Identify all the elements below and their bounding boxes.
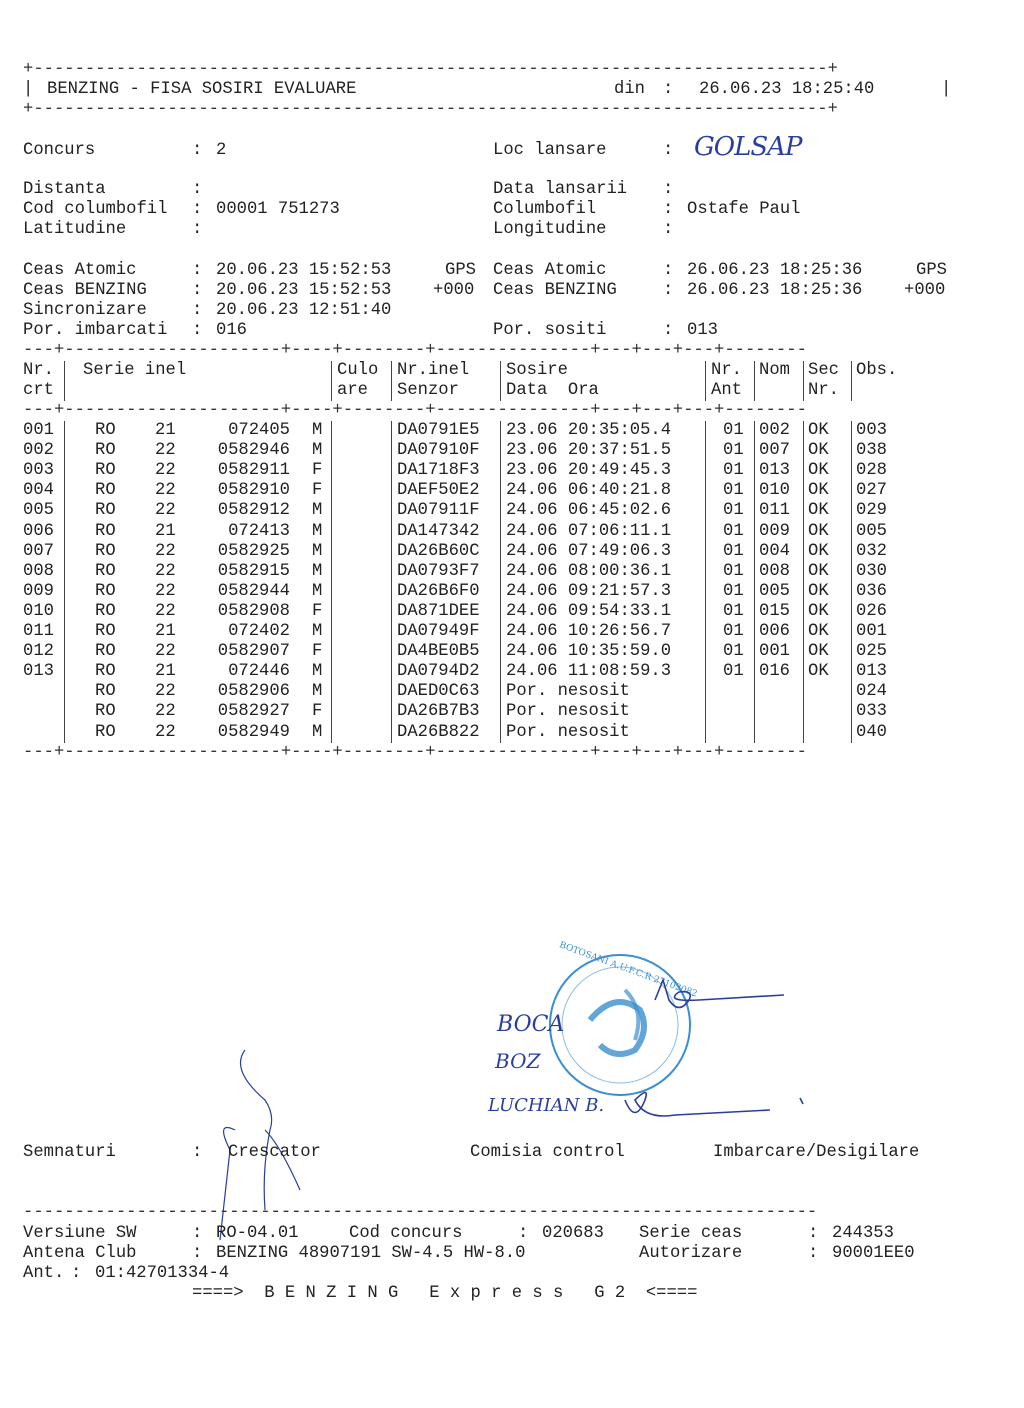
cell-ring-number: 0582907 <box>217 642 290 662</box>
cell-sensor: DA0794D2 <box>397 662 480 682</box>
cell-ring-number: 0582925 <box>217 541 290 561</box>
cell-sensor: DA26B822 <box>397 722 480 742</box>
col-header-culoare: Culo <box>337 361 379 380</box>
cell-year: 22 <box>155 642 176 662</box>
start-atomic-value: 20.06.23 15:52:53 <box>216 261 392 280</box>
table-header-rule: ---+---------------------+----+--------+---------------+---+---+---+-------- <box>23 401 807 420</box>
start-benzing-label: Ceas BENZING <box>23 281 147 300</box>
end-atomic-label: Ceas Atomic <box>493 261 607 280</box>
cell-sec: OK <box>808 581 829 601</box>
start-benzing-value: 20.06.23 15:52:53 <box>216 281 392 300</box>
cell-year: 22 <box>155 441 176 461</box>
column-divider <box>391 421 392 743</box>
separator-colon: : <box>663 281 674 300</box>
column-divider <box>64 421 65 743</box>
sw-version-value: RO-04.01 <box>216 1224 299 1243</box>
footer-rule: ----------------------------------------------------------------------------- <box>23 1203 818 1222</box>
arrived-value: 013 <box>687 321 718 340</box>
cell-country: RO <box>95 461 116 481</box>
separator-colon: : <box>663 200 674 219</box>
cell-ring-number: 0582915 <box>217 561 290 581</box>
cell-arrival: 24.06 10:35:59.0 <box>506 642 672 662</box>
cell-obs: 040 <box>856 722 887 742</box>
cell-sex: M <box>312 662 323 682</box>
col-header-sec-nr: Nr. <box>808 381 839 400</box>
cell-sec: OK <box>808 541 829 561</box>
cell-antenna: 01 <box>723 441 744 461</box>
autorizare-value: 90001EE0 <box>832 1244 915 1263</box>
cell-year: 22 <box>155 722 176 742</box>
cell-year: 22 <box>155 481 176 501</box>
cell-antenna: 01 <box>723 521 744 541</box>
distanta-label: Distanta <box>23 180 106 199</box>
cell-sensor: DA4BE0B5 <box>397 642 480 662</box>
cell-sex: F <box>312 481 323 501</box>
cell-nom: 005 <box>759 581 790 601</box>
cell-nom: 004 <box>759 541 790 561</box>
cell-sec: OK <box>808 662 829 682</box>
col-header-data-ora: Data Ora <box>506 381 599 400</box>
cell-nom: 016 <box>759 662 790 682</box>
col-header-nr-crt: Nr. <box>23 361 54 380</box>
cell-arrival: 24.06 07:06:11.1 <box>506 521 672 541</box>
cell-country: RO <box>95 541 116 561</box>
cell-nom: 009 <box>759 521 790 541</box>
cell-ring-number: 072405 <box>228 421 290 440</box>
cell-nom: 013 <box>759 461 790 481</box>
cell-country: RO <box>95 642 116 662</box>
cell-nr-crt: 008 <box>23 561 54 581</box>
antena-club-value: BENZING 48907191 SW-4.5 HW-8.0 <box>216 1244 526 1263</box>
cell-ring-number: 0582912 <box>217 501 290 521</box>
separator-colon: : <box>192 220 203 239</box>
cell-sec: OK <box>808 601 829 621</box>
columbofil-value: Ostafe Paul <box>687 200 801 219</box>
cod-columbofil-label: Cod columbofil <box>23 200 168 219</box>
cell-ring-number: 0582910 <box>217 481 290 501</box>
cell-sensor: DA07949F <box>397 622 480 641</box>
col-header-obs: Obs. <box>856 361 898 380</box>
cell-sensor: DA07910F <box>397 441 480 461</box>
cell-arrival: Por. nesosit <box>506 682 630 702</box>
column-divider <box>705 421 706 743</box>
header-bottom-rule: +-----------------------------------------------------------------------------+ <box>23 100 838 119</box>
cell-sec: OK <box>808 521 829 541</box>
end-atomic-suffix: GPS <box>916 261 947 280</box>
cell-sec: OK <box>808 642 829 662</box>
cell-ring-number: 0582927 <box>217 702 290 722</box>
separator-colon: : <box>663 220 674 239</box>
cell-arrival: 24.06 06:40:21.8 <box>506 481 672 501</box>
cell-arrival: 24.06 07:49:06.3 <box>506 541 672 561</box>
cell-obs: 024 <box>856 682 887 702</box>
cell-sensor: DA1718F3 <box>397 461 480 481</box>
cell-obs: 030 <box>856 561 887 581</box>
column-divider <box>851 361 852 401</box>
cell-year: 22 <box>155 561 176 581</box>
cell-year: 21 <box>155 662 176 682</box>
cell-country: RO <box>95 581 116 601</box>
cell-sex: M <box>312 441 323 461</box>
separator-colon: : <box>192 321 203 340</box>
column-divider <box>803 421 804 743</box>
header-left-bar: | <box>23 80 34 99</box>
signature-crescator: Crescator <box>228 1143 321 1162</box>
cell-antenna: 01 <box>723 601 744 621</box>
cell-year: 22 <box>155 461 176 481</box>
cell-country: RO <box>95 662 116 682</box>
cell-antenna: 01 <box>723 561 744 581</box>
col-header-serie-inel: Serie inel <box>83 361 187 380</box>
cell-sensor: DAED0C63 <box>397 682 480 702</box>
separator-colon: : <box>192 180 203 199</box>
separator-colon: : <box>192 1224 203 1243</box>
handwritten-name-1: BOCA <box>497 1012 565 1037</box>
cell-obs: 032 <box>856 541 887 561</box>
cell-obs: 025 <box>856 642 887 662</box>
cell-year: 22 <box>155 702 176 722</box>
embarked-label: Por. imbarcati <box>23 321 168 340</box>
cell-antenna: 01 <box>723 581 744 601</box>
column-divider <box>754 421 755 743</box>
column-divider <box>500 421 501 743</box>
cell-sec: OK <box>808 421 829 440</box>
cell-sec: OK <box>808 481 829 501</box>
cell-country: RO <box>95 722 116 742</box>
cell-sec: OK <box>808 461 829 481</box>
cell-nr-crt: 005 <box>23 501 54 521</box>
signatures-label: Semnaturi <box>23 1143 116 1162</box>
col-header-nr-inel: Nr.inel <box>397 361 470 380</box>
cell-sensor: DA26B6F0 <box>397 581 480 601</box>
cell-arrival: 23.06 20:35:05.4 <box>506 421 672 440</box>
report-date-value: 26.06.23 18:25:40 <box>699 80 875 99</box>
report-date-label: din <box>614 80 645 99</box>
embarked-value: 016 <box>216 321 247 340</box>
separator-colon: : <box>663 180 674 199</box>
header-right-bar: | <box>941 80 952 99</box>
cell-arrival: Por. nesosit <box>506 702 630 722</box>
col-header-nom: Nom <box>759 361 790 380</box>
sync-label: Sincronizare <box>23 301 147 320</box>
cell-antenna: 01 <box>723 622 744 641</box>
cell-ring-number: 0582908 <box>217 601 290 621</box>
cell-arrival: 24.06 09:54:33.1 <box>506 601 672 621</box>
cell-ring-number: 0582911 <box>217 461 290 481</box>
separator-colon: : <box>192 301 203 320</box>
cell-sex: F <box>312 601 323 621</box>
cell-nr-crt: 009 <box>23 581 54 601</box>
data-lansarii-label: Data lansarii <box>493 180 628 199</box>
cell-obs: 001 <box>856 622 887 641</box>
antena-club-label: Antena Club <box>23 1244 137 1263</box>
cell-arrival: 23.06 20:49:45.3 <box>506 461 672 481</box>
cell-country: RO <box>95 421 116 440</box>
cell-nom: 001 <box>759 642 790 662</box>
concurs-label: Concurs <box>23 141 96 160</box>
cell-country: RO <box>95 622 116 641</box>
header-top-rule: +-----------------------------------------------------------------------------+ <box>23 60 838 79</box>
cell-sex: M <box>312 581 323 601</box>
cell-obs: 026 <box>856 601 887 621</box>
cell-sex: M <box>312 682 323 702</box>
cell-obs: 013 <box>856 662 887 682</box>
cell-obs: 038 <box>856 441 887 461</box>
cell-country: RO <box>95 481 116 501</box>
separator-colon: : <box>663 141 674 160</box>
cell-nom: 010 <box>759 481 790 501</box>
cell-arrival: 23.06 20:37:51.5 <box>506 441 672 461</box>
cell-ring-number: 072446 <box>228 662 290 682</box>
cell-year: 21 <box>155 521 176 541</box>
column-divider <box>64 361 65 401</box>
separator-colon: : <box>808 1244 819 1263</box>
cell-arrival: 24.06 08:00:36.1 <box>506 561 672 581</box>
arrived-label: Por. sositi <box>493 321 607 340</box>
end-atomic-value: 26.06.23 18:25:36 <box>687 261 863 280</box>
cell-sensor: DAEF50E2 <box>397 481 480 501</box>
cell-sensor: DA26B7B3 <box>397 702 480 722</box>
cell-country: RO <box>95 521 116 541</box>
cell-country: RO <box>95 682 116 702</box>
cell-obs: 003 <box>856 421 887 440</box>
cell-arrival: Por. nesosit <box>506 722 630 742</box>
loc-lansare-label: Loc lansare <box>493 141 607 160</box>
end-benzing-label: Ceas BENZING <box>493 281 617 300</box>
column-divider <box>803 361 804 401</box>
col-header-culoare-2: are <box>337 381 368 400</box>
cell-year: 22 <box>155 601 176 621</box>
cell-year: 22 <box>155 682 176 702</box>
cell-obs: 005 <box>856 521 887 541</box>
end-benzing-value: 26.06.23 18:25:36 <box>687 281 863 300</box>
cell-antenna: 01 <box>723 642 744 662</box>
column-divider <box>705 361 706 401</box>
signature-imbarcare: Imbarcare/Desigilare <box>713 1143 920 1162</box>
cell-obs: 036 <box>856 581 887 601</box>
cell-nr-crt: 011 <box>23 622 54 641</box>
separator-colon: : <box>192 281 203 300</box>
cell-sensor: DA871DEE <box>397 601 480 621</box>
cell-nr-crt: 013 <box>23 662 54 682</box>
cod-concurs-label: Cod concurs <box>349 1224 463 1243</box>
cell-nr-crt: 002 <box>23 441 54 461</box>
cell-antenna: 01 <box>723 662 744 682</box>
cell-ring-number: 0582944 <box>217 581 290 601</box>
cell-ring-number: 072413 <box>228 521 290 541</box>
cell-arrival: 24.06 10:26:56.7 <box>506 622 672 641</box>
cell-sensor: DA07911F <box>397 501 480 521</box>
cell-year: 21 <box>155 622 176 641</box>
cell-sex: F <box>312 642 323 662</box>
cell-antenna: 01 <box>723 541 744 561</box>
handwritten-name-3: LUCHIAN B. <box>488 1095 605 1116</box>
sync-value: 20.06.23 12:51:40 <box>216 301 392 320</box>
longitudine-label: Longitudine <box>493 220 607 239</box>
cell-sex: M <box>312 561 323 581</box>
separator-colon: : <box>663 80 674 99</box>
ant-value: 01:42701334-4 <box>95 1264 230 1283</box>
column-divider <box>754 361 755 401</box>
col-header-sosire: Sosire <box>506 361 568 380</box>
cell-antenna: 01 <box>723 461 744 481</box>
col-header-nr-ant: Nr. <box>711 361 742 380</box>
separator-colon: : <box>192 141 203 160</box>
table-bottom-rule: ---+---------------------+----+--------+---------------+---+---+---+-------- <box>23 743 807 762</box>
cell-antenna: 01 <box>723 501 744 521</box>
cell-nr-crt: 006 <box>23 521 54 541</box>
cell-sensor: DA0791E5 <box>397 421 480 440</box>
signature-comisia-control: Comisia control <box>470 1143 625 1162</box>
autorizare-label: Autorizare <box>639 1244 743 1263</box>
column-divider <box>500 361 501 401</box>
cell-sec: OK <box>808 441 829 461</box>
cell-year: 21 <box>155 421 176 440</box>
separator-colon: : <box>518 1224 529 1243</box>
col-header-ant: Ant <box>711 381 742 400</box>
table-top-rule: ---+---------------------+----+--------+---------------+---+---+---+-------- <box>23 341 807 360</box>
cell-year: 22 <box>155 541 176 561</box>
start-benzing-suffix: +000 <box>433 281 475 300</box>
serie-ceas-label: Serie ceas <box>639 1224 743 1243</box>
end-benzing-suffix: +000 <box>904 281 946 300</box>
cell-sensor: DA0793F7 <box>397 561 480 581</box>
ant-colon: : <box>71 1264 82 1283</box>
column-divider <box>331 361 332 401</box>
cell-sex: M <box>312 521 323 541</box>
cell-country: RO <box>95 702 116 722</box>
cell-nr-crt: 010 <box>23 601 54 621</box>
cell-sensor: DA26B60C <box>397 541 480 561</box>
cell-nr-crt: 012 <box>23 642 54 662</box>
cell-antenna: 01 <box>723 481 744 501</box>
separator-colon: : <box>192 1244 203 1263</box>
cell-country: RO <box>95 501 116 521</box>
col-header-sec: Sec <box>808 361 839 380</box>
separator-colon: : <box>808 1224 819 1243</box>
cell-obs: 028 <box>856 461 887 481</box>
cod-columbofil-value: 00001 751273 <box>216 200 340 219</box>
loc-lansare-handwritten: GOLSAP <box>694 132 802 162</box>
cell-nr-crt: 003 <box>23 461 54 481</box>
column-divider <box>391 361 392 401</box>
concurs-value: 2 <box>216 141 227 160</box>
cell-nom: 002 <box>759 421 790 440</box>
cell-obs: 033 <box>856 702 887 722</box>
cell-nr-crt: 007 <box>23 541 54 561</box>
cell-sex: F <box>312 461 323 481</box>
col-header-senzor: Senzor <box>397 381 459 400</box>
cell-nom: 015 <box>759 601 790 621</box>
cell-sex: M <box>312 501 323 521</box>
column-divider <box>851 421 852 743</box>
cell-country: RO <box>95 561 116 581</box>
cell-sec: OK <box>808 622 829 641</box>
cell-nom: 011 <box>759 501 790 521</box>
columbofil-label: Columbofil <box>493 200 597 219</box>
cell-sex: F <box>312 702 323 722</box>
separator-colon: : <box>192 200 203 219</box>
cell-arrival: 24.06 09:21:57.3 <box>506 581 672 601</box>
cell-ring-number: 072402 <box>228 622 290 641</box>
serie-ceas-value: 244353 <box>832 1224 894 1243</box>
separator-colon: : <box>663 321 674 340</box>
latitudine-label: Latitudine <box>23 220 127 239</box>
cell-year: 22 <box>155 501 176 521</box>
handwritten-name-2: BOZ <box>495 1049 541 1073</box>
cell-nom: 006 <box>759 622 790 641</box>
cell-sex: M <box>312 722 323 742</box>
separator-colon: : <box>663 261 674 280</box>
cell-arrival: 24.06 06:45:02.6 <box>506 501 672 521</box>
cell-obs: 027 <box>856 481 887 501</box>
separator-colon: : <box>192 261 203 280</box>
column-divider <box>331 421 332 743</box>
cell-country: RO <box>95 441 116 461</box>
sw-version-label: Versiune SW <box>23 1224 137 1243</box>
cell-nom: 008 <box>759 561 790 581</box>
cell-nr-crt: 001 <box>23 421 54 440</box>
cell-country: RO <box>95 601 116 621</box>
start-atomic-label: Ceas Atomic <box>23 261 137 280</box>
benzing-express-banner: ====> B E N Z I N G E x p r e s s G 2 <==== <box>192 1284 698 1303</box>
ant-label: Ant. <box>23 1264 65 1283</box>
cell-sec: OK <box>808 501 829 521</box>
cell-ring-number: 0582949 <box>217 722 290 742</box>
cell-ring-number: 0582946 <box>217 441 290 461</box>
cell-sex: M <box>312 541 323 561</box>
stamp-text: BOTOSANI A.U.F.C.R 27102082 <box>557 940 699 1000</box>
cell-nr-crt: 004 <box>23 481 54 501</box>
cell-sec: OK <box>808 561 829 581</box>
separator-colon: : <box>192 1143 203 1162</box>
cell-sex: M <box>312 421 323 440</box>
col-header-nr-crt-2: crt <box>23 381 54 400</box>
cell-year: 22 <box>155 581 176 601</box>
page-title: BENZING - FISA SOSIRI EVALUARE <box>47 80 357 99</box>
cell-sensor: DA147342 <box>397 521 480 541</box>
start-atomic-suffix: GPS <box>445 261 476 280</box>
cell-obs: 029 <box>856 501 887 521</box>
cell-arrival: 24.06 11:08:59.3 <box>506 662 672 682</box>
cell-ring-number: 0582906 <box>217 682 290 702</box>
cell-nom: 007 <box>759 441 790 461</box>
cell-antenna: 01 <box>723 421 744 440</box>
cell-sex: M <box>312 622 323 641</box>
cod-concurs-value: 020683 <box>542 1224 604 1243</box>
